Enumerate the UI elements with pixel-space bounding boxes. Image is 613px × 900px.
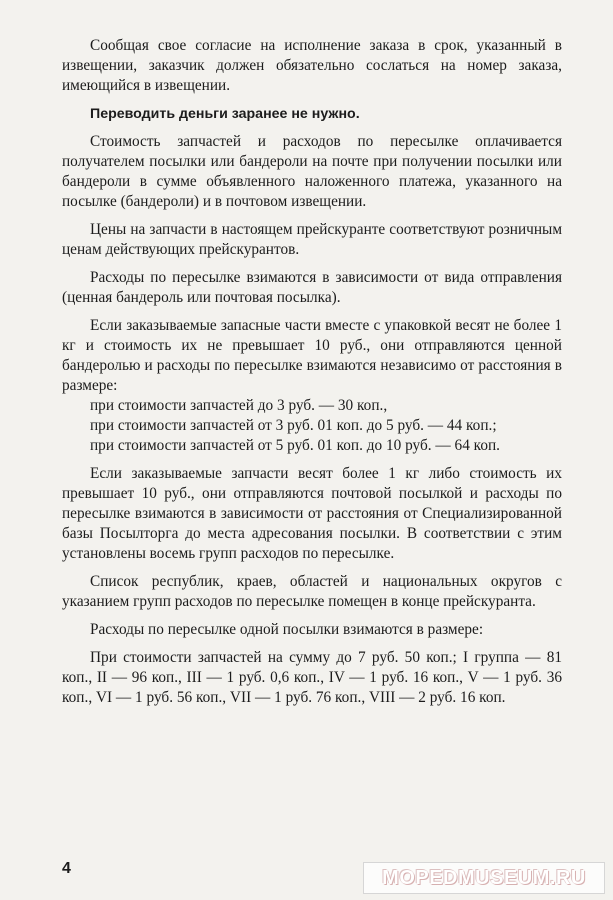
paragraph-shipping-costs: Расходы по пересылке взимаются в зависимости от вида отправления (ценная бандероль или почтовая посылка). [62,269,562,306]
paragraph-prices: Цены на запчасти в настоящем прейскуранте соответствуют розничным ценам действующих прейскурантов. [62,221,562,258]
shipping-rate-list [62,396,562,456]
list-item: при стоимости запчастей до 3 руб. — 30 коп., [90,397,388,414]
paragraph-postal-parcel: Если заказываемые запчасти весят более 1 кг либо стоимость их превышает 10 руб., они отправляются почтовой посылкой и расходы по пересылке взимаются в зависимости от расстояния от Специализированной базы Посылторга до места адресования посылки. В соответствии с этим установлены восемь групп расходов по пересылке. [62,465,562,562]
paragraph-parcel-post: Если заказываемые запасные части вместе с упаковкой весят не более 1 кг и стоимость их не превышает 10 руб., они отправляются ценной бандеролью и расходы по пересылке взимаются независимо от расстояния в размере: [62,317,562,394]
paragraph-regions-list: Список республик, краев, областей и национальных округов с указанием групп расходов по пересылке помещен в конце прейскуранта. [62,573,562,610]
paragraph-payment-on-delivery: Стоимость запчастей и расходов по пересылке оплачивается получателем посылки или бандероли на почте при получении посылки или бандероли в сумме объявленного наложенного платежа, указанного на посылке (бандероли) и в почтовом извещении. [62,133,562,210]
list-item: при стоимости запчастей от 5 руб. 01 коп. до 10 руб. — 64 коп. [90,437,500,454]
watermark-logo: MOPEDMUSEUM.RU [363,862,605,894]
paragraph-order-confirmation: Сообщая свое согласие на исполнение заказа в срок, указанный в извещении, заказчик должен обязательно сослаться на номер заказа, имеющийся в извещении. [62,37,562,94]
paragraph-group-rates: При стоимости запчастей на сумму до 7 руб. 50 коп.; I группа — 81 коп., II — 96 коп., III — 1 руб. 0,6 коп., IV — 1 руб. 16 коп., V — 1 руб. 36 коп., VI — 1 руб. 56 коп., VII — 1 руб. 76 коп., VIII — 2 руб. 16 коп. [62,649,562,706]
page-number: 4 [62,860,71,877]
list-item: при стоимости запчастей от 3 руб. 01 коп. до 5 руб. — 44 коп.; [90,417,497,434]
document-page [62,36,562,708]
paragraph-parcel-rates: Расходы по пересылке одной посылки взимаются в размере: [90,621,484,638]
heading-no-prepayment: Переводить деньги заранее не нужно. [90,106,360,122]
